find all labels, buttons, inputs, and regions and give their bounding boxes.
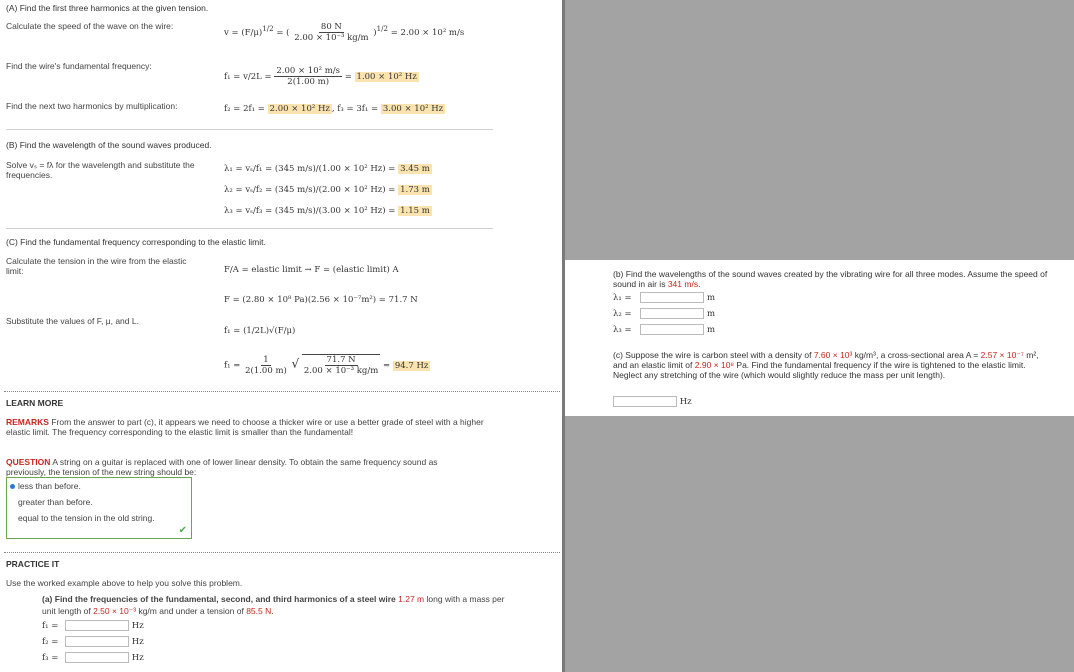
part-a-step3-desc: Find the next two harmonics by multiplication: [6, 101, 178, 111]
f1-row [42, 620, 144, 631]
b-speed: 341 m/s [667, 279, 699, 289]
f1-input[interactable] [65, 620, 129, 631]
a-text3: kg/m and under a tension of [138, 606, 244, 616]
question-block [6, 457, 466, 477]
option-label: less than before. [18, 481, 81, 491]
lambda2-row [613, 308, 715, 319]
part-b-heading: (B) Find the wavelength of the sound waves produced. [6, 140, 212, 150]
part-b-desc: Solve vₛ = fλ for the wavelength and substitute the frequencies. [6, 160, 195, 180]
eq-frac [243, 355, 289, 376]
f3-row [42, 652, 144, 663]
gray-overlay-top [565, 0, 1074, 260]
quiz-option-1[interactable] [10, 481, 81, 491]
eq-num: 2.00 × 10² m/s [276, 66, 340, 76]
c-answer-row [613, 396, 692, 407]
c-density: 7.60 × 10³ [813, 350, 853, 360]
lambda3-input[interactable] [640, 324, 704, 335]
eq-den: 2(1.00 m) [287, 77, 330, 87]
part-b-eq2 [224, 185, 432, 195]
lambda3-row [613, 324, 715, 335]
c-text1: (c) Suppose the wire is carbon steel with a density of [613, 350, 812, 360]
a-length: 1.27 m [398, 594, 425, 604]
eq-text: λ₂ = vₛ/f₂ = (345 m/s)/(2.00 × 10² Hz) = [224, 185, 396, 195]
divider [6, 129, 493, 130]
a-mu: 2.50 × 10⁻³ [93, 606, 137, 616]
highlight-result: 3.00 × 10² Hz [382, 104, 444, 114]
c-text3: m², and an elastic limit of [613, 350, 1039, 370]
part-c-desc2: Substitute the values of F, μ, and L. [6, 316, 139, 326]
f1-label: f₁ = [42, 621, 59, 631]
highlight-result: 1.73 m [400, 185, 430, 195]
divider [6, 228, 493, 229]
dotted-divider [4, 391, 560, 392]
c-text4: Pa. Find the fundamental frequency if the wire is tightened to the elastic limit. Neglect any stretching of the wire (which would slightly reduce the mass per unit length). [613, 360, 1026, 380]
f3-input[interactable] [65, 652, 129, 663]
b-text: (b) Find the wavelengths of the sound waves created by the vibrating wire for all three modes. Assume the speed of sound in air is [613, 269, 1048, 289]
l3-label: λ₃ = [613, 325, 632, 335]
c-text2: kg/m³, a cross-sectional area A = [854, 350, 979, 360]
eq-lhs: v = (F/μ) [224, 28, 263, 38]
eq-den: 2.00 × 10⁻³ kg/m [294, 33, 369, 43]
lambda1-row [613, 292, 715, 303]
unit-label: Hz [131, 621, 144, 631]
part-a-heading: (A) Find the first three harmonics at the given tension. [6, 3, 209, 13]
question-label: QUESTION [6, 457, 51, 467]
unit-label: Hz [679, 397, 692, 407]
c-answer-input[interactable] [613, 396, 677, 407]
remarks-label: REMARKS [6, 417, 49, 427]
f2-input[interactable] [65, 636, 129, 647]
eq-pow: 1/2 [262, 24, 274, 34]
eq-num: 80 N [320, 22, 342, 32]
highlight-result: 94.7 Hz [394, 360, 429, 371]
eq-result: = 2.00 × 10² m/s [390, 28, 465, 38]
part-a-step1-desc: Calculate the speed of the wave on the wire: [6, 21, 174, 31]
unit-label: Hz [131, 653, 144, 663]
part-a-step2-desc: Find the wire's fundamental frequency: [6, 61, 152, 71]
a-text1: (a) Find the frequencies of the fundamental, second, and third harmonics of a steel wire [42, 594, 396, 604]
c-area: 2.57 × 10⁻⁷ [980, 350, 1024, 360]
part-a-step1-eq: $v = (F/\mu)^{1/2}$ = ( $\frac{80 N}{\text{2.00 × 10⁻³ kg/m}}$ )$^{1/2}$ = 2.00 × 10² m/s [224, 22, 465, 43]
eq-mid: , f₃ = 3f₁ = [331, 104, 379, 114]
part-a-step2-eq: f₁ = v/2L = $\frac{\text{2.00 × 10² m/s}}{2(1.00 m)}$ = 1.00 × 10² Hz [224, 66, 417, 87]
part-b-eq3 [224, 206, 432, 216]
part-b-question: (b) Find the wavelengths of the sound waves created by the vibrating wire for all three modes. Assume the speed of sound in air is 341 m/s. [613, 269, 1048, 289]
option-label: equal to the tension in the old string. [18, 513, 155, 523]
eq-pow2: 1/2 [376, 24, 389, 34]
part-c-eq2: F = (2.80 × 10⁸ Pa)(2.56 × 10⁻⁷m²) = 71.7 N [224, 295, 418, 305]
eq-text: λ₁ = vₛ/f₁ = (345 m/s)/(1.00 × 10² Hz) = [224, 164, 396, 174]
f3-label: f₃ = [42, 653, 59, 663]
unit-label: m [707, 309, 716, 319]
part-c-desc1: Calculate the tension in the wire from the elastic limit: [6, 256, 187, 276]
option-label: greater than before. [18, 497, 93, 507]
eq-lhs: f₁ = [224, 360, 241, 371]
remarks-text: From the answer to part (c), it appears we need to choose a thicker wire or use a better grade of steel with a higher elastic limit. The frequency corresponding to the elastic limit is smaller than the fundamental! [6, 417, 484, 437]
eq-frac [274, 66, 342, 87]
c-limit: 2.90 × 10⁸ [694, 360, 735, 370]
a-text2: long with a mass per unit length of [42, 594, 505, 616]
quiz-option-2[interactable] [18, 497, 93, 507]
question-text: A string on a guitar is replaced with one of lower linear density. To obtain the same frequency sound as previously, the tension of the new string should be: [6, 457, 438, 477]
selected-radio-icon[interactable] [10, 484, 15, 489]
highlight-result: 2.00 × 10² Hz [269, 104, 330, 114]
eq-lhs: f₂ = 2f₁ = [224, 104, 265, 114]
lambda2-input[interactable] [640, 308, 704, 319]
lambda1-input[interactable] [640, 292, 704, 303]
a-tension: 85.5 N [246, 606, 272, 616]
quiz-options [6, 477, 192, 539]
eq-root-frac [302, 354, 380, 376]
highlight-result: 3.45 m [400, 164, 430, 174]
practice-intro: Use the worked example above to help you solve this problem. [6, 578, 243, 588]
practice-continued-panel [565, 260, 1074, 416]
unit-label: Hz [131, 637, 144, 647]
part-c-eq3: f₁ = (1/2L)√(F/μ) [224, 326, 296, 336]
part-c-question [613, 350, 1053, 380]
remarks-block [6, 417, 486, 437]
part-c-eq4: f₁ = $\frac{1}{2(1.00 m)}$ √ $\frac{71.7 N}{\text{2.00 × 10⁻³ kg/m}}$ = 94.7 Hz [224, 354, 429, 376]
f2-row [42, 636, 144, 647]
highlight-result: 1.00 × 10² Hz [356, 72, 417, 82]
unit-label: m [707, 325, 716, 335]
highlight-result: 1.15 m [400, 206, 430, 216]
eq-root-den: 2.00 × 10⁻³ kg/m [303, 366, 379, 376]
practice-a-text: (a) Find the frequencies of the fundamental, second, and third harmonics of a steel wire 1.27 m long with a mass per unit length of 2.50 × 10⁻³ kg/m and under a tension of 85.5 N. [42, 594, 505, 616]
eq-den: 2(1.00 m) [245, 365, 287, 376]
f2-label: f₂ = [42, 637, 59, 647]
part-c-heading: (C) Find the fundamental frequency corresponding to the elastic limit. [6, 237, 266, 247]
eq-root-num: 71.7 N [326, 355, 356, 365]
eq-num: 1 [263, 354, 269, 365]
quiz-option-3[interactable] [18, 513, 155, 523]
part-b-eq1 [224, 164, 432, 174]
unit-label: m [707, 293, 716, 303]
l1-label: λ₁ = [613, 293, 632, 303]
part-a-step3-eq [224, 104, 445, 114]
gray-overlay-bottom [565, 416, 1074, 672]
checkmark-icon: ✔ [178, 525, 187, 536]
learn-more-title: LEARN MORE [6, 398, 64, 408]
part-c-eq1: F/A = elastic limit → F = (elastic limit) A [224, 265, 399, 275]
eq-frac [292, 22, 370, 43]
eq-lhs: f₁ = v/2L = [224, 72, 272, 82]
dotted-divider [4, 552, 560, 553]
practice-title: PRACTICE IT [6, 559, 60, 569]
l2-label: λ₂ = [613, 309, 632, 319]
eq-text: λ₃ = vₛ/f₃ = (345 m/s)/(3.00 × 10² Hz) = [224, 206, 396, 216]
